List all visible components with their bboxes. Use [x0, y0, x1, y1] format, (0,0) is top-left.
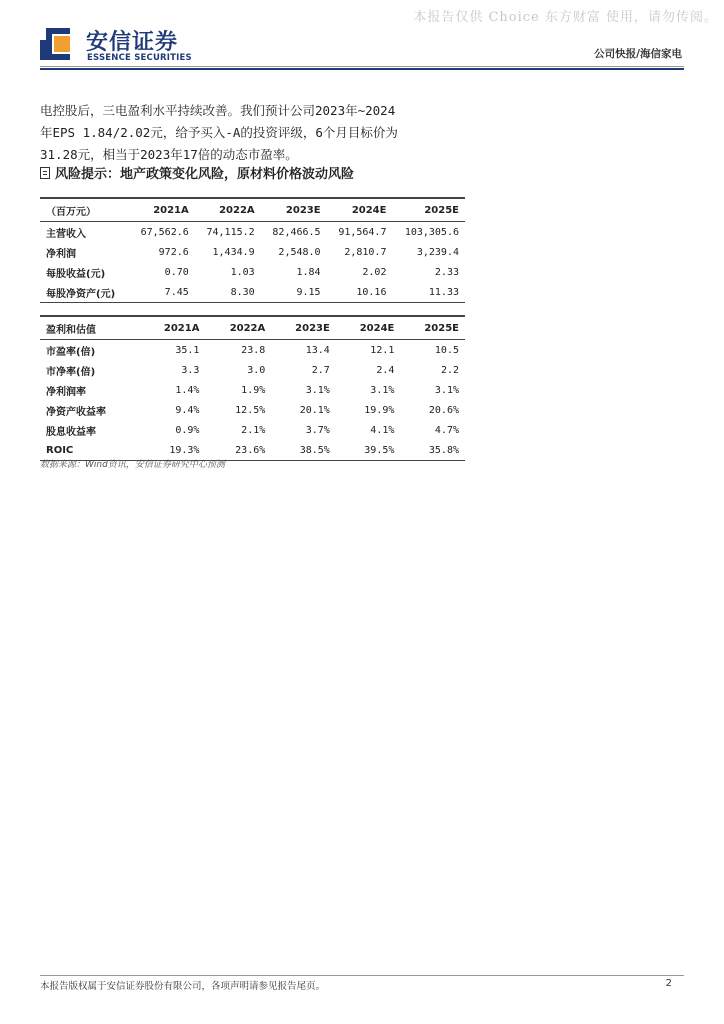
column-header: 2025E — [400, 316, 465, 340]
column-header: 2023E — [261, 198, 327, 222]
table-cell: 1.9% — [241, 384, 266, 396]
table-cell: 2.33 — [434, 266, 459, 278]
table-row — [40, 262, 465, 282]
page-number: 2 — [665, 978, 672, 989]
paragraph-line: 31.28元，相当于2023年17倍的动态市盈率。 — [40, 147, 298, 162]
paragraph-line: 年EPS 1.84/2.02元，给予买入-A的投资评级，6个月目标价为 — [40, 125, 398, 140]
table-cell: 103,305.6 — [404, 226, 459, 238]
table-cell: 20.6% — [428, 404, 459, 416]
table-cell: 3.3 — [181, 364, 200, 376]
table-header-row — [40, 316, 465, 340]
table-cell: 20.1% — [299, 404, 330, 416]
table-cell: 23.6% — [205, 440, 271, 461]
data-source-note: 数据来源：Wind资讯，安信证券研究中心预测 — [40, 460, 225, 470]
table-row — [40, 242, 465, 262]
column-header: 2024E — [336, 316, 401, 340]
table-cell: 12.1 — [370, 344, 395, 356]
table-cell: 9.4% — [175, 404, 200, 416]
footer-disclaimer: 本报告版权属于安信证券股份有限公司，各项声明请参见报告尾页。 — [40, 981, 326, 992]
column-header: 2021A — [140, 316, 206, 340]
footer-divider — [40, 975, 684, 976]
table-cell: 2,548.0 — [278, 246, 321, 258]
table-cell: 74,115.2 — [206, 226, 255, 238]
table-cell: 19.9% — [364, 404, 395, 416]
table-cell: 82,466.5 — [272, 226, 321, 238]
row-label: 市盈率(倍) — [46, 346, 96, 358]
watermark: 本报告仅供 Choice 东方财富 使用，请勿传阅。 — [413, 10, 718, 25]
table-cell: 3.1% — [305, 384, 330, 396]
table-cell: 3.0 — [247, 364, 266, 376]
row-label: 股息收益率 — [46, 426, 96, 438]
table-cell: 4.7% — [434, 424, 459, 436]
financial-summary-table — [40, 197, 465, 303]
table-cell: 12.5% — [235, 404, 266, 416]
column-header: 2025E — [392, 198, 465, 222]
table-row — [40, 420, 465, 440]
table-cell: 35.1 — [175, 344, 200, 356]
table-cell: 972.6 — [158, 246, 189, 258]
valuation-table — [40, 315, 465, 461]
table-cell: 3,239.4 — [416, 246, 459, 258]
table-row — [40, 222, 465, 243]
table-cell: 3.1% — [370, 384, 395, 396]
table-cell: 67,562.6 — [140, 226, 189, 238]
row-label: 净利润 — [46, 248, 76, 260]
risk-warning — [40, 163, 470, 182]
table-cell: 10.16 — [327, 282, 393, 303]
table-cell: 2.02 — [362, 266, 387, 278]
paragraph-line: 电控股后，三电盈利水平持续改善。我们预计公司2023年~2024 — [40, 103, 396, 118]
row-label: 净资产收益率 — [46, 406, 106, 418]
table-cell: 23.8 — [241, 344, 266, 356]
table-cell: 2,810.7 — [344, 246, 387, 258]
table-cell: 4.1% — [370, 424, 395, 436]
row-label: 主营收入 — [46, 228, 86, 240]
table-row — [40, 400, 465, 420]
table-cell: 1.4% — [175, 384, 200, 396]
row-label: 净利润率 — [46, 386, 86, 398]
table-cell: 3.1% — [434, 384, 459, 396]
table-cell: 91,564.7 — [338, 226, 387, 238]
document-icon — [40, 167, 50, 179]
column-header: 2022A — [195, 198, 261, 222]
table-cell: 10.5 — [434, 344, 459, 356]
table-cell: 11.33 — [392, 282, 465, 303]
table-cell: 0.70 — [164, 266, 189, 278]
table-cell: 38.5% — [271, 440, 336, 461]
header-divider — [40, 66, 684, 67]
column-header: 2023E — [271, 316, 336, 340]
table-row — [40, 282, 465, 303]
summary-paragraph — [40, 100, 470, 166]
table-cell: 2.7 — [311, 364, 330, 376]
table-cell: 9.15 — [261, 282, 327, 303]
column-header: 2022A — [205, 316, 271, 340]
table-cell: 39.5% — [336, 440, 401, 461]
table-cell: 1.03 — [230, 266, 255, 278]
logo-mark-icon — [40, 24, 76, 64]
table-cell: 1,434.9 — [212, 246, 255, 258]
row-label: 每股净资产(元) — [40, 282, 129, 303]
risk-warning-text: 风险提示：地产政策变化风险，原材料价格波动风险 — [55, 167, 355, 182]
table-cell: 2.2 — [440, 364, 459, 376]
table-cell: 2.4 — [376, 364, 395, 376]
table-cell: 1.84 — [296, 266, 321, 278]
logo-chinese-name: 安信证券 — [86, 30, 179, 55]
table-row — [40, 340, 465, 361]
table-cell: 19.3% — [140, 440, 206, 461]
table-cell: 2.1% — [241, 424, 266, 436]
logo-english-name: ESSENCE SECURITIES — [87, 53, 192, 63]
column-header: 2024E — [327, 198, 393, 222]
table-cell: 8.30 — [195, 282, 261, 303]
table-cell: 0.9% — [175, 424, 200, 436]
header-divider-accent — [40, 68, 684, 70]
table-cell: 7.45 — [129, 282, 195, 303]
table-cell: 13.4 — [305, 344, 330, 356]
column-header: 2021A — [129, 198, 195, 222]
column-header: 盈利和估值 — [40, 316, 140, 340]
table-header-row — [40, 198, 465, 222]
column-header: （百万元） — [40, 198, 129, 222]
row-label: 市净率(倍) — [46, 366, 96, 378]
table-row — [40, 380, 465, 400]
row-label: 每股收益(元) — [46, 268, 106, 280]
table-row — [40, 360, 465, 380]
company-logo — [40, 24, 190, 68]
report-type: 公司快报/海信家电 — [594, 48, 682, 60]
table-cell: 3.7% — [305, 424, 330, 436]
table-cell: 35.8% — [400, 440, 465, 461]
row-label: ROIC — [40, 440, 140, 461]
